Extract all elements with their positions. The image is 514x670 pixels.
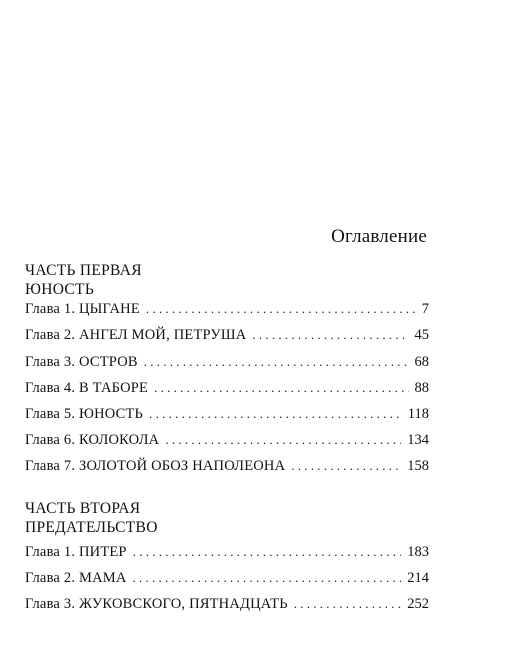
toc-entry[interactable] <box>25 432 429 452</box>
chapter-title: Глава 5. ЮНОСТЬ <box>25 406 144 422</box>
dot-leader <box>133 544 402 560</box>
toc-entry[interactable] <box>25 327 429 347</box>
toc-title: Оглавление <box>331 226 427 247</box>
page-number: 118 <box>407 406 429 422</box>
chapter-title: Глава 7. ЗОЛОТОЙ ОБОЗ НАПОЛЕОНА <box>25 458 286 474</box>
dot-leader <box>133 570 402 586</box>
toc-entry[interactable] <box>25 544 429 564</box>
chapter-title: Глава 6. КОЛОКОЛА <box>25 432 160 448</box>
chapter-title: Глава 3. ЖУКОВСКОГО, ПЯТНАДЦАТЬ <box>25 596 288 612</box>
part-two-heading <box>25 499 158 537</box>
dot-leader <box>154 380 408 396</box>
part-one-name: ЮНОСТЬ <box>25 281 95 298</box>
toc-entry[interactable] <box>25 301 429 321</box>
dot-leader <box>291 458 401 474</box>
dot-leader <box>165 432 401 448</box>
chapter-title: Глава 3. ОСТРОВ <box>25 354 138 370</box>
page-number: 158 <box>407 458 429 474</box>
page-number: 214 <box>407 570 429 586</box>
toc-entry[interactable] <box>25 406 429 426</box>
toc-entry[interactable] <box>25 354 429 374</box>
page-number: 88 <box>414 380 429 396</box>
part-two-name: ПРЕДАТЕЛЬСТВО <box>25 519 158 536</box>
dot-leader <box>149 406 402 422</box>
dot-leader <box>294 596 401 612</box>
part-two-number: ЧАСТЬ ВТОРАЯ <box>25 500 141 517</box>
page-number: 7 <box>421 301 429 317</box>
page-number: 134 <box>407 432 429 448</box>
page-number: 252 <box>407 596 429 612</box>
page-number: 68 <box>414 354 429 370</box>
toc-entry[interactable] <box>25 380 429 400</box>
chapter-title: Глава 2. АНГЕЛ МОЙ, ПЕТРУША <box>25 327 247 343</box>
page-number: 183 <box>407 544 429 560</box>
chapter-title: Глава 1. ПИТЕР <box>25 544 127 560</box>
part-one-heading <box>25 261 142 299</box>
toc-entry[interactable] <box>25 458 429 478</box>
chapter-title: Глава 4. В ТАБОРЕ <box>25 380 149 396</box>
dot-leader <box>252 327 408 343</box>
dot-leader <box>144 354 409 370</box>
toc-entry[interactable] <box>25 570 429 590</box>
chapter-title: Глава 2. МАМА <box>25 570 127 586</box>
chapter-title: Глава 1. ЦЫГАНЕ <box>25 301 140 317</box>
part-one-number: ЧАСТЬ ПЕРВАЯ <box>25 262 142 279</box>
toc-entry[interactable] <box>25 596 429 616</box>
dot-leader <box>146 301 416 317</box>
page-number: 45 <box>414 327 429 343</box>
